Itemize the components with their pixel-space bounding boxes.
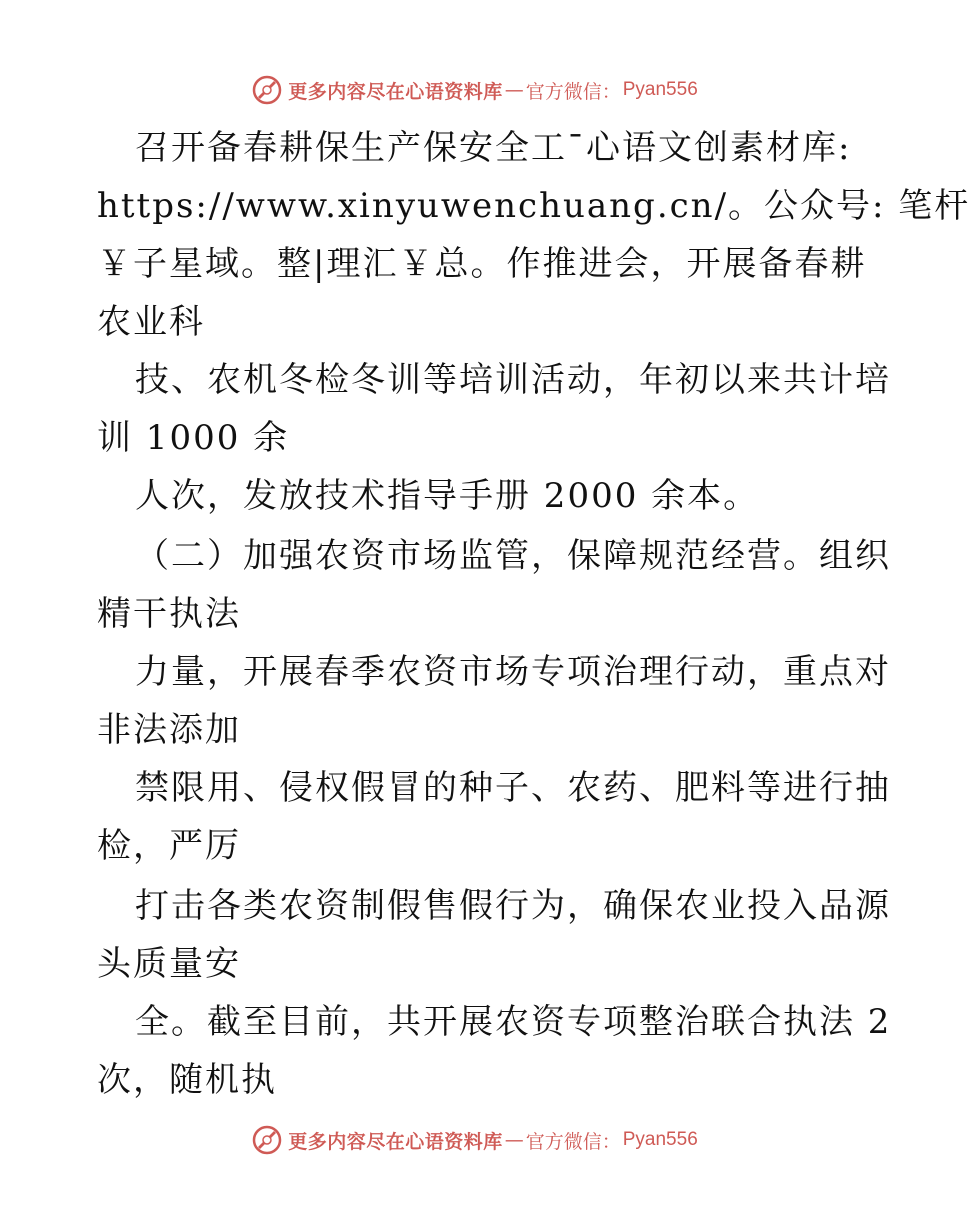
text-line: https://www.xinyuwenchuang.cn/。公众号: 笔杆 bbox=[97, 186, 970, 226]
text-line: 非法添加 bbox=[97, 710, 241, 750]
text-line: 禁限用、侵权假冒的种子、农药、肥料等进行抽 bbox=[135, 768, 891, 808]
text-line: 训 1000 余 bbox=[97, 418, 290, 458]
text-line: 头质量安 bbox=[97, 944, 241, 984]
banner-dash: — bbox=[504, 79, 524, 101]
wechat-id: Pyan556 bbox=[622, 1129, 698, 1150]
footer-banner bbox=[0, 1120, 950, 1160]
banner-text: 更多内容尽在心语资料库 bbox=[288, 80, 503, 103]
text-line: 次，随机执 bbox=[97, 1060, 277, 1100]
text-line: 全。截至目前，共开展农资专项整治联合执法 2 bbox=[135, 1002, 892, 1042]
text-line: 打击各类农资制假售假行为，确保农业投入品源 bbox=[135, 886, 891, 926]
text-line: 技、农机冬检冬训等培训活动，年初以来共计培 bbox=[135, 360, 891, 400]
text-line: ￥子星域。整|理汇￥总。作推进会，开展备春耕 bbox=[97, 244, 867, 284]
banner-text: 更多内容尽在心语资料库 bbox=[288, 1130, 503, 1153]
logo-icon bbox=[252, 1125, 282, 1155]
text-line: （二）加强农资市场监管，保障规范经营。组织 bbox=[135, 536, 891, 576]
text-line: 人次，发放技术指导手册 2000 余本。 bbox=[135, 476, 760, 516]
text-line: 召开备春耕保生产保安全工¯心语文创素材库: bbox=[135, 128, 852, 168]
text-line: 农业科 bbox=[97, 302, 205, 342]
text-line: 检，严厉 bbox=[97, 826, 241, 866]
text-line: 精干执法 bbox=[97, 594, 241, 634]
banner-dash: — bbox=[504, 1129, 524, 1151]
text-line: 力量，开展春季农资市场专项治理行动，重点对 bbox=[135, 652, 891, 692]
wechat-label: 官方微信： bbox=[525, 1130, 621, 1153]
wechat-label: 官方微信： bbox=[525, 80, 621, 103]
wechat-id: Pyan556 bbox=[622, 79, 698, 100]
